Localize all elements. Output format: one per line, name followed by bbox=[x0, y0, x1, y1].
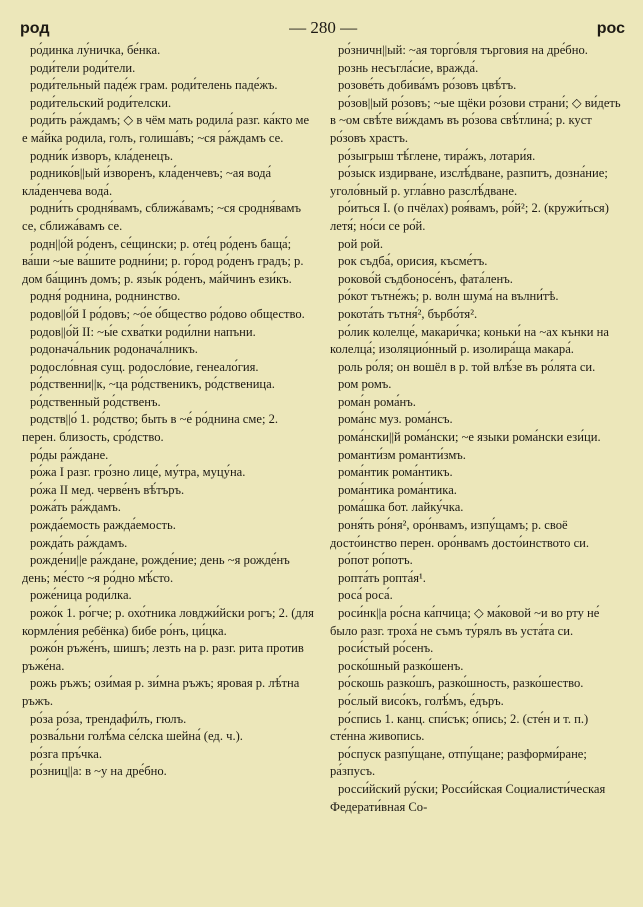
dictionary-entry: роско́шный разко́шенъ. bbox=[338, 658, 464, 673]
dictionary-entry: рома́нтика рома́нтика. bbox=[338, 482, 457, 497]
dictionary-entry: ро́кот тътне́жъ; р. волн шума́ на вълни́тѣ. bbox=[338, 289, 559, 304]
dictionary-entry: ро́зыгрыш тѣ́глене, тира́жъ, лотари́я. bbox=[338, 148, 536, 163]
dictionary-entry: рожь ръжъ; ози́мая р. зи́мна ръжъ; яровая р. лѣ́тна ръжъ. bbox=[22, 676, 300, 708]
dictionary-entry: рожда́ть ра́ждамъ. bbox=[30, 535, 128, 550]
dictionary-entry: роси́нк||а ро́сна ка́пчица; ◇ ма́ковой ~и во рту не́ было разг. троха́ не съмъ ту́рялъ въ уста́та си. bbox=[330, 606, 600, 638]
dictionary-entry: ро́дственный ро́дственъ. bbox=[30, 394, 161, 409]
dictionary-entry: ропта́ть ропта́я¹. bbox=[338, 570, 426, 585]
dictionary-entry: родонача́льник родонача́лникъ. bbox=[30, 342, 198, 357]
dictionary-entry: роди́тели роди́тели. bbox=[30, 60, 136, 75]
dictionary-entry: рожде́ни||е ра́ждане, рожде́ние; день ~я рожде́нъ день; ме́сто ~я ро́дно мѣ́сто. bbox=[22, 553, 290, 585]
dictionary-entry: рома́шка бот. лайку́чка. bbox=[338, 500, 464, 515]
dictionary-entry: ро́слый висо́къ, голѣ́мъ, е́дъръ. bbox=[338, 693, 504, 708]
header-left-word: род bbox=[20, 20, 50, 37]
header-right-word: рос bbox=[596, 20, 625, 37]
left-column bbox=[22, 42, 314, 781]
dictionary-entry: родн||о́й ро́денъ, се́щински; р. оте́ц ро́денъ баща́; ва́ши ~ые ва́шите родни́ни; р. го́род ро́денъ градъ; р. дом ба́щинъ домъ; р. язы́к ро́денъ, ма́йчинъ ези́къ. bbox=[22, 236, 304, 286]
dictionary-entry: ро́спуск разпу́щане, отпу́щане; разформи́ране; ра́зпусъ. bbox=[330, 746, 587, 779]
dictionary-entry: ро́дственни||к, ~ца ро́дственикъ, ро́дственица. bbox=[30, 377, 275, 392]
dictionary-entry: ро́жа I разг. гро́зно лице́, му́тра, муцу́на. bbox=[30, 465, 246, 480]
dictionary-entry: ро́зов||ый ро́зовъ; ~ые щёки ро́зови страни́; ◇ ви́деть в ~ом свѣ́те ви́ждамъ въ ро́зова свѣ́тлина́; р. куст ро́зовъ храстъ. bbox=[330, 95, 621, 145]
dictionary-entry: рожда́емость ражда́емость. bbox=[30, 518, 176, 533]
dictionary-entry: роня́ть ро́ня², оро́нвамъ, изпу́щамъ; р. своё досто́инство перен. оро́нвамъ досто́инството си. bbox=[330, 518, 590, 550]
dictionary-entry: розове́ть добива́мъ ро́зовъ цвѣ́тъ. bbox=[338, 78, 517, 93]
dictionary-entry: ро́зыск издирване, изслѣ́дване, разпитъ, дозна́ние; уголо́вный р. угла́вно разслѣ́дване. bbox=[330, 166, 608, 198]
dictionary-entry: родосло́вная сущ. родосло́вие, генеало́гия. bbox=[30, 359, 259, 374]
dictionary-entry: роже́ница роди́лка. bbox=[30, 588, 132, 603]
page-header bbox=[20, 18, 625, 42]
right-column bbox=[330, 42, 626, 816]
dictionary-entry: роль ро́ля; он вошёл в р. той влѣ́зе въ ро́лята си. bbox=[338, 359, 596, 374]
page-number: — 280 — bbox=[289, 18, 358, 37]
dictionary-entry: родни́ть сродня́вамъ, сближа́вамъ; ~ся сродня́вамъ се, сближа́вамъ се. bbox=[22, 201, 302, 233]
dictionary-entry: ро́за ро́за, трендафи́лъ, гюлъ. bbox=[30, 711, 187, 726]
dictionary-entry: ро́ды ра́ждане. bbox=[30, 447, 109, 462]
dictionary-entry: родня́ роднина, роднинство. bbox=[30, 289, 181, 304]
dictionary-entry: родов||о́й I ро́довъ; ~о́е о́бщество ро́дово общество. bbox=[30, 306, 305, 321]
dictionary-entry: роди́тельный паде́ж грам. роди́телень паде́жъ. bbox=[30, 78, 278, 93]
dictionary-entry: рома́нс муз. рома́нсъ. bbox=[338, 412, 453, 427]
dictionary-entry: роди́ть ра́ждамъ; ◇ в чём мать родила́ разг. ка́кто ме е ма́йка родила, голъ, голиша́въ; ~ся ра́ждамъ се. bbox=[22, 113, 310, 145]
dictionary-entry: ром ромъ. bbox=[338, 377, 392, 392]
dictionary-entry: ро́зга пръ́чка. bbox=[30, 746, 103, 761]
dictionary-entry: рома́нтик рома́нтикъ. bbox=[338, 465, 453, 480]
dictionary-entry: рожо́н ръже́нъ, шишъ; лезть на р. разг. рита против ръже́на. bbox=[22, 641, 304, 673]
dictionary-entry: роково́й съдбоносе́нъ, фата́ленъ. bbox=[338, 271, 513, 286]
dictionary-entry: рожа́ть ра́ждамъ. bbox=[30, 500, 121, 515]
dictionary-entry: родни́к и́зворъ, кла́денецъ. bbox=[30, 148, 174, 163]
dictionary-entry: рома́н рома́нъ. bbox=[338, 394, 416, 409]
dictionary-entry: родств||о́ 1. ро́дство; быть в ~е́ ро́днина сме; 2. перен. близость, сро́дство. bbox=[22, 412, 279, 445]
dictionary-entry: рознь несъгла́сие, вражда́. bbox=[338, 60, 479, 75]
dictionary-entry: рой рой. bbox=[338, 236, 383, 251]
dictionary-entry: ро́пот ро́потъ. bbox=[338, 553, 413, 568]
dictionary-entry: рожо́к 1. ро́гче; р. охо́тника ловджи́йски рогъ; 2. (для кормле́ния ребёнка) бибе ро́нъ, ци́цка. bbox=[22, 606, 314, 638]
dictionary-entry: роднико́в||ый и́зворенъ, кла́денчевъ; ~ая вода́ кла́денчева вода́. bbox=[22, 166, 272, 198]
dictionary-entry: рома́нски||й рома́нски; ~е языки рома́нски ези́ци. bbox=[338, 430, 601, 445]
dictionary-entry: романти́зм романти́змъ. bbox=[338, 447, 466, 462]
dictionary-entry: ро́зничн||ый: ~ая торго́вля търговия на дре́бно. bbox=[338, 43, 588, 57]
dictionary-entry: роси́стый ро́сенъ. bbox=[338, 641, 434, 656]
dictionary-entry: ро́жа II мед. черве́нъ вѣ́търъ. bbox=[30, 482, 185, 497]
dictionary-entry: рокота́ть тътня́², бърбо́тя². bbox=[338, 306, 478, 321]
dictionary-entry: ро́иться I. (о пчёлах) роя́вамъ, ро́й²; 2. (кружи́ться) летя́; но́си се ро́й. bbox=[330, 201, 609, 233]
dictionary-entry: ро́динка лу́ничка, бе́нка. bbox=[30, 43, 161, 57]
dictionary-entry: ро́лик колелце́, макари́чка; коньки́ на ~ах кънки на колелца́; изоляцио́нный р. изолира́ща макара́. bbox=[330, 324, 609, 357]
dictionary-entry: роди́тельский роди́телски. bbox=[30, 95, 172, 110]
dictionary-entry: роса́ роса́. bbox=[338, 588, 393, 603]
dictionary-entry: ро́скошь разко́шъ, разко́шность, разко́шество. bbox=[338, 676, 584, 691]
dictionary-entry: розва́льни голѣ́ма се́лска шейна́ (ед. ч.). bbox=[30, 729, 243, 744]
dictionary-entry: ро́зниц||а: в ~у на дре́бно. bbox=[30, 764, 167, 779]
dictionary-entry: рок съдба́, орисия, късме́тъ. bbox=[338, 254, 488, 269]
dictionary-entry: росси́йский ру́ски; Росси́йская Социалисти́ческая Федерати́вная Со- bbox=[330, 781, 606, 814]
dictionary-entry: родов||о́й II: ~ы́е схва́тки роди́лни напъни. bbox=[30, 324, 256, 339]
dictionary-entry: ро́спись 1. канц. спи́сък; о́пись; 2. (сте́н и т. п.) сте́нна живопись. bbox=[330, 711, 589, 744]
